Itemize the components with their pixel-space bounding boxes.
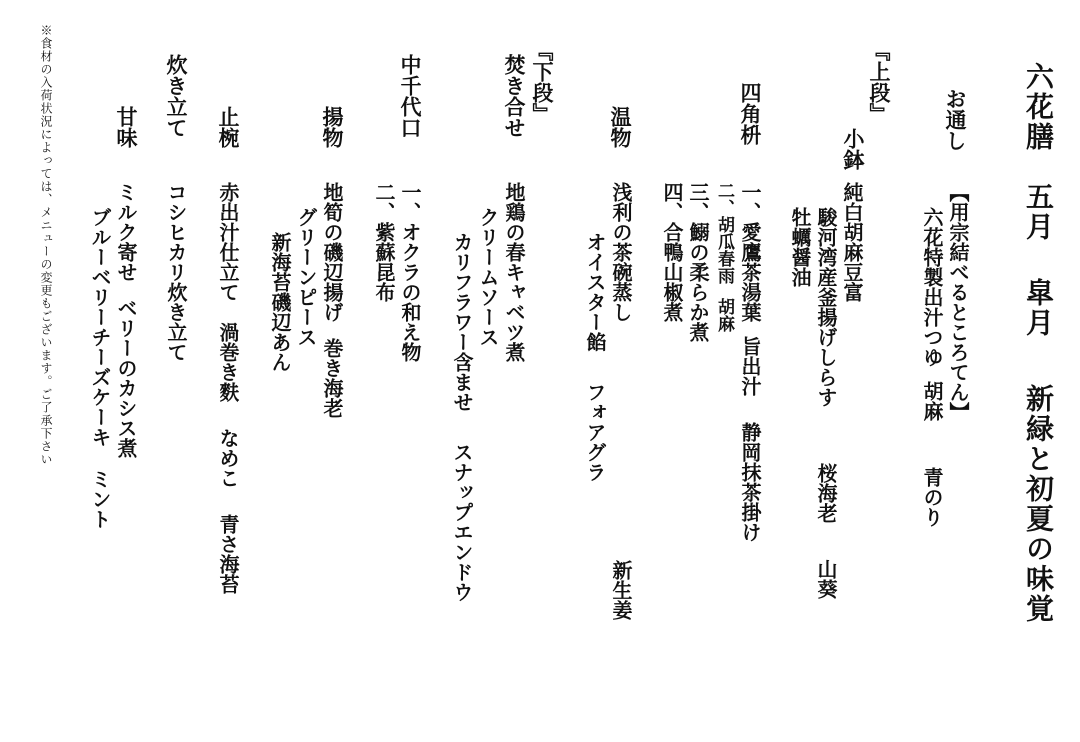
agemono-line-1-a: 地筍の磯辺揚げ — [320, 182, 344, 322]
chiyoguchi-line-2: 二、紫蘇昆布 — [372, 182, 396, 302]
kobachi-line-3: 牡蠣醤油 — [788, 207, 812, 287]
otoshi-label: お通し — [943, 88, 968, 151]
amami-line-2-b: ミント — [88, 469, 112, 529]
title-theme: 新緑と初夏の味覚 — [1022, 384, 1055, 624]
tomewan-label: 止椀 — [216, 106, 241, 148]
agemono-line-2: グリーンピース — [294, 207, 318, 347]
tomewan-line-1-c: なめこ — [216, 428, 240, 488]
takiawase-line-3 — [452, 232, 472, 602]
takitate-label: 炊き立て — [164, 54, 189, 138]
tomewan-line-1-d: 青さ海苔 — [216, 514, 240, 594]
amami-line-2 — [90, 207, 110, 529]
kobachi-label: 小鉢 — [841, 128, 866, 170]
shikakumasu-line-4: 四、合鴨山椒煮 — [660, 182, 684, 322]
shikakumasu-line-2-b: 胡麻 — [714, 298, 734, 332]
otoshi-line-2-a: 六花特製出汁つゆ — [920, 207, 944, 367]
onmono-line-2-b: フォアグラ — [583, 382, 607, 482]
shikakumasu-line-1-b: 旨出汁 — [738, 336, 762, 396]
menu-title — [1022, 62, 1055, 624]
tomewan-line-1-b: 渦巻き麩 — [216, 322, 240, 402]
amami-line-2-a: ブルーベリーチーズケーキ — [88, 207, 112, 447]
shikakumasu-line-1 — [740, 182, 760, 542]
onmono-line-1-a: 浅利の茶碗蒸し — [609, 182, 633, 322]
takiawase-line-3-a: カリフラワー含ませ — [450, 232, 474, 412]
takitate-line-1: コシヒカリ炊き立て — [164, 182, 188, 362]
takiawase-line-1: 地鶏の春キャベツ煮 — [502, 182, 526, 362]
chiyoguchi-label: 中千代口 — [398, 54, 423, 138]
shikakumasu-line-2 — [715, 182, 732, 332]
agemono-line-3: 新海苔磯辺あん — [268, 232, 292, 372]
agemono-label: 揚物 — [320, 106, 345, 148]
chiyoguchi-line-1: 一、オクラの和え物 — [398, 182, 422, 362]
kobachi-line-2-b: 桜海老 — [814, 463, 838, 523]
otoshi-line-2-b: 胡麻 — [920, 381, 944, 421]
menu-note: ※食材の入荷状況によっては、メニューの変更もございます。ご了承下さい — [39, 24, 53, 466]
title-month: 五月 — [1022, 182, 1055, 242]
tomewan-line-1 — [218, 182, 238, 594]
shikakumasu-line-2-a: 二、胡瓜春雨 — [714, 182, 734, 284]
otoshi-line-2-c: 青のり — [920, 467, 944, 527]
takiawase-line-2: クリームソース — [476, 207, 500, 347]
amami-line-1-a: ミルク寄せ — [114, 182, 138, 282]
tomewan-line-1-a: 赤出汁仕立て — [216, 182, 240, 302]
takiawase-line-3-b: スナップエンドウ — [450, 442, 474, 602]
agemono-line-1 — [322, 182, 342, 418]
shikakumasu-label: 四角枡 — [738, 82, 763, 145]
kobachi-line-2 — [816, 207, 836, 599]
shikakumasu-line-3: 三、鰯の柔らか煮 — [686, 182, 710, 342]
amami-line-1-b: ベリーのカシス煮 — [114, 298, 138, 458]
onmono-line-1 — [611, 182, 631, 620]
onmono-line-2 — [585, 232, 605, 482]
upper-section-label: 『上段』 — [867, 40, 892, 124]
amami-label: 甘味 — [114, 106, 139, 148]
otoshi-line-2 — [922, 207, 942, 527]
agemono-line-1-b: 巻き海老 — [320, 338, 344, 418]
title-name: 六花膳 — [1022, 62, 1055, 152]
kobachi-line-1: 純白胡麻豆富 — [840, 182, 864, 302]
takiawase-label: 焚き合せ — [502, 54, 527, 138]
amami-line-1 — [116, 182, 136, 458]
onmono-line-1-b: 新生姜 — [609, 560, 633, 620]
shikakumasu-line-1-a: 一、愛鷹茶湯葉 — [738, 182, 762, 322]
onmono-label: 温物 — [608, 106, 633, 148]
onmono-line-2-a: オイスター餡 — [583, 232, 607, 352]
kobachi-line-2-c: 山葵 — [814, 559, 838, 599]
title-month-alt: 皐月 — [1022, 278, 1055, 338]
kobachi-line-2-a: 駿河湾産釜揚げしらす — [814, 207, 838, 407]
otoshi-line-1: 【用宗結べるところてん】 — [946, 182, 970, 422]
shikakumasu-line-1-c: 静岡抹茶掛け — [738, 422, 762, 542]
lower-section-label: 『下段』 — [530, 40, 555, 124]
